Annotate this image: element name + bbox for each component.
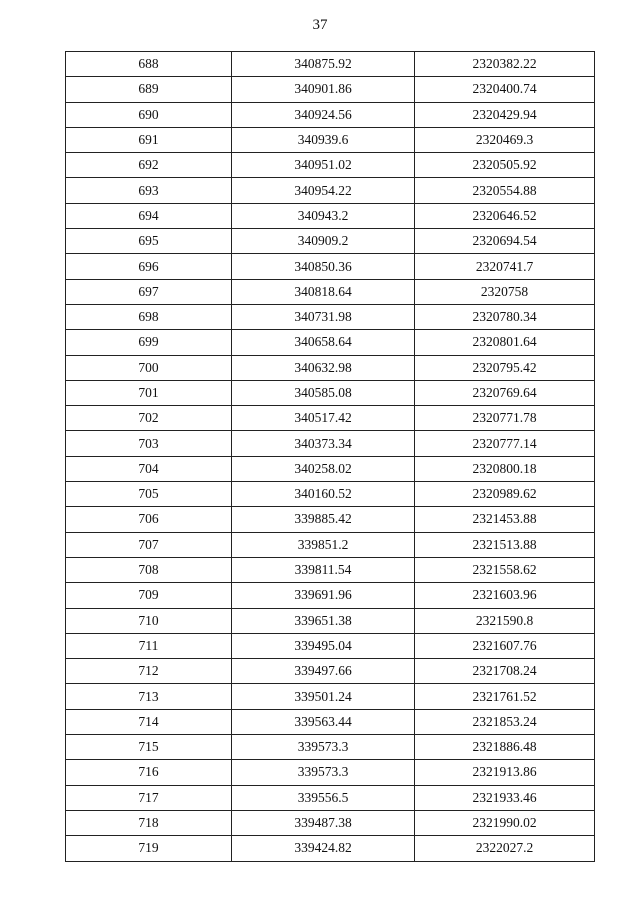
point-number-cell: 692 <box>66 153 232 178</box>
x-coordinate-cell: 339495.04 <box>232 633 415 658</box>
y-coordinate-cell: 2321886.48 <box>415 735 595 760</box>
x-coordinate-cell: 339885.42 <box>232 507 415 532</box>
x-coordinate-cell: 340585.08 <box>232 380 415 405</box>
point-number-cell: 715 <box>66 735 232 760</box>
y-coordinate-cell: 2321603.96 <box>415 583 595 608</box>
x-coordinate-cell: 340258.02 <box>232 456 415 481</box>
y-coordinate-cell: 2321513.88 <box>415 532 595 557</box>
y-coordinate-cell: 2321913.86 <box>415 760 595 785</box>
x-coordinate-cell: 340939.6 <box>232 127 415 152</box>
x-coordinate-cell: 340875.92 <box>232 52 415 77</box>
y-coordinate-cell: 2320800.18 <box>415 456 595 481</box>
point-number-cell: 698 <box>66 304 232 329</box>
table-row <box>66 203 595 228</box>
x-coordinate-cell: 339691.96 <box>232 583 415 608</box>
point-number-cell: 716 <box>66 760 232 785</box>
y-coordinate-cell: 2320469.3 <box>415 127 595 152</box>
table-row <box>66 583 595 608</box>
y-coordinate-cell: 2320795.42 <box>415 355 595 380</box>
table-row <box>66 380 595 405</box>
y-coordinate-cell: 2321761.52 <box>415 684 595 709</box>
table-row <box>66 482 595 507</box>
y-coordinate-cell: 2320780.34 <box>415 304 595 329</box>
point-number-cell: 700 <box>66 355 232 380</box>
y-coordinate-cell: 2320769.64 <box>415 380 595 405</box>
y-coordinate-cell: 2321607.76 <box>415 633 595 658</box>
point-number-cell: 713 <box>66 684 232 709</box>
y-coordinate-cell: 2321853.24 <box>415 709 595 734</box>
x-coordinate-cell: 340731.98 <box>232 304 415 329</box>
y-coordinate-cell: 2321453.88 <box>415 507 595 532</box>
x-coordinate-cell: 339497.66 <box>232 659 415 684</box>
x-coordinate-cell: 340909.2 <box>232 229 415 254</box>
y-coordinate-cell: 2320382.22 <box>415 52 595 77</box>
y-coordinate-cell: 2320758 <box>415 279 595 304</box>
point-number-cell: 712 <box>66 659 232 684</box>
point-number-cell: 704 <box>66 456 232 481</box>
point-number-cell: 694 <box>66 203 232 228</box>
table-row <box>66 735 595 760</box>
table-row <box>66 330 595 355</box>
x-coordinate-cell: 340951.02 <box>232 153 415 178</box>
y-coordinate-cell: 2320694.54 <box>415 229 595 254</box>
table-row <box>66 760 595 785</box>
y-coordinate-cell: 2320505.92 <box>415 153 595 178</box>
point-number-cell: 714 <box>66 709 232 734</box>
table-row <box>66 709 595 734</box>
table-row <box>66 836 595 861</box>
y-coordinate-cell: 2321990.02 <box>415 810 595 835</box>
point-number-cell: 710 <box>66 608 232 633</box>
table-row <box>66 456 595 481</box>
x-coordinate-cell: 340658.64 <box>232 330 415 355</box>
x-coordinate-cell: 339573.3 <box>232 760 415 785</box>
x-coordinate-cell: 339556.5 <box>232 785 415 810</box>
x-coordinate-cell: 339501.24 <box>232 684 415 709</box>
x-coordinate-cell: 339651.38 <box>232 608 415 633</box>
point-number-cell: 708 <box>66 557 232 582</box>
point-number-cell: 707 <box>66 532 232 557</box>
table-row <box>66 507 595 532</box>
y-coordinate-cell: 2321933.46 <box>415 785 595 810</box>
y-coordinate-cell: 2320400.74 <box>415 77 595 102</box>
table-row <box>66 608 595 633</box>
x-coordinate-cell: 340517.42 <box>232 406 415 431</box>
point-number-cell: 699 <box>66 330 232 355</box>
table-row <box>66 304 595 329</box>
point-number-cell: 706 <box>66 507 232 532</box>
point-number-cell: 688 <box>66 52 232 77</box>
table-row <box>66 810 595 835</box>
table-row <box>66 52 595 77</box>
coordinates-table <box>65 51 595 862</box>
table-row <box>66 355 595 380</box>
point-number-cell: 702 <box>66 406 232 431</box>
point-number-cell: 691 <box>66 127 232 152</box>
table-row <box>66 431 595 456</box>
table-row <box>66 102 595 127</box>
x-coordinate-cell: 339573.3 <box>232 735 415 760</box>
x-coordinate-cell: 339487.38 <box>232 810 415 835</box>
x-coordinate-cell: 340943.2 <box>232 203 415 228</box>
x-coordinate-cell: 340850.36 <box>232 254 415 279</box>
point-number-cell: 689 <box>66 77 232 102</box>
x-coordinate-cell: 340160.52 <box>232 482 415 507</box>
y-coordinate-cell: 2320989.62 <box>415 482 595 507</box>
table-row <box>66 532 595 557</box>
page-number: 37 <box>312 17 328 33</box>
point-number-cell: 703 <box>66 431 232 456</box>
x-coordinate-cell: 339851.2 <box>232 532 415 557</box>
y-coordinate-cell: 2320741.7 <box>415 254 595 279</box>
y-coordinate-cell: 2320771.78 <box>415 406 595 431</box>
y-coordinate-cell: 2320777.14 <box>415 431 595 456</box>
x-coordinate-cell: 340373.34 <box>232 431 415 456</box>
table-row <box>66 406 595 431</box>
table-row <box>66 557 595 582</box>
x-coordinate-cell: 339424.82 <box>232 836 415 861</box>
y-coordinate-cell: 2321590.8 <box>415 608 595 633</box>
table-row <box>66 633 595 658</box>
point-number-cell: 690 <box>66 102 232 127</box>
table-row <box>66 684 595 709</box>
y-coordinate-cell: 2320554.88 <box>415 178 595 203</box>
table-row <box>66 785 595 810</box>
table-row <box>66 279 595 304</box>
table-row <box>66 659 595 684</box>
x-coordinate-cell: 340632.98 <box>232 355 415 380</box>
point-number-cell: 697 <box>66 279 232 304</box>
point-number-cell: 711 <box>66 633 232 658</box>
coordinates-table-body <box>66 52 595 862</box>
y-coordinate-cell: 2320646.52 <box>415 203 595 228</box>
table-row <box>66 229 595 254</box>
y-coordinate-cell: 2322027.2 <box>415 836 595 861</box>
point-number-cell: 709 <box>66 583 232 608</box>
x-coordinate-cell: 339811.54 <box>232 557 415 582</box>
point-number-cell: 701 <box>66 380 232 405</box>
table-row <box>66 153 595 178</box>
y-coordinate-cell: 2321558.62 <box>415 557 595 582</box>
y-coordinate-cell: 2321708.24 <box>415 659 595 684</box>
point-number-cell: 696 <box>66 254 232 279</box>
table-row <box>66 127 595 152</box>
point-number-cell: 705 <box>66 482 232 507</box>
point-number-cell: 717 <box>66 785 232 810</box>
x-coordinate-cell: 340818.64 <box>232 279 415 304</box>
point-number-cell: 719 <box>66 836 232 861</box>
x-coordinate-cell: 340901.86 <box>232 77 415 102</box>
point-number-cell: 695 <box>66 229 232 254</box>
x-coordinate-cell: 339563.44 <box>232 709 415 734</box>
table-row <box>66 77 595 102</box>
x-coordinate-cell: 340924.56 <box>232 102 415 127</box>
y-coordinate-cell: 2320429.94 <box>415 102 595 127</box>
table-row <box>66 254 595 279</box>
table-row <box>66 178 595 203</box>
x-coordinate-cell: 340954.22 <box>232 178 415 203</box>
point-number-cell: 718 <box>66 810 232 835</box>
point-number-cell: 693 <box>66 178 232 203</box>
y-coordinate-cell: 2320801.64 <box>415 330 595 355</box>
